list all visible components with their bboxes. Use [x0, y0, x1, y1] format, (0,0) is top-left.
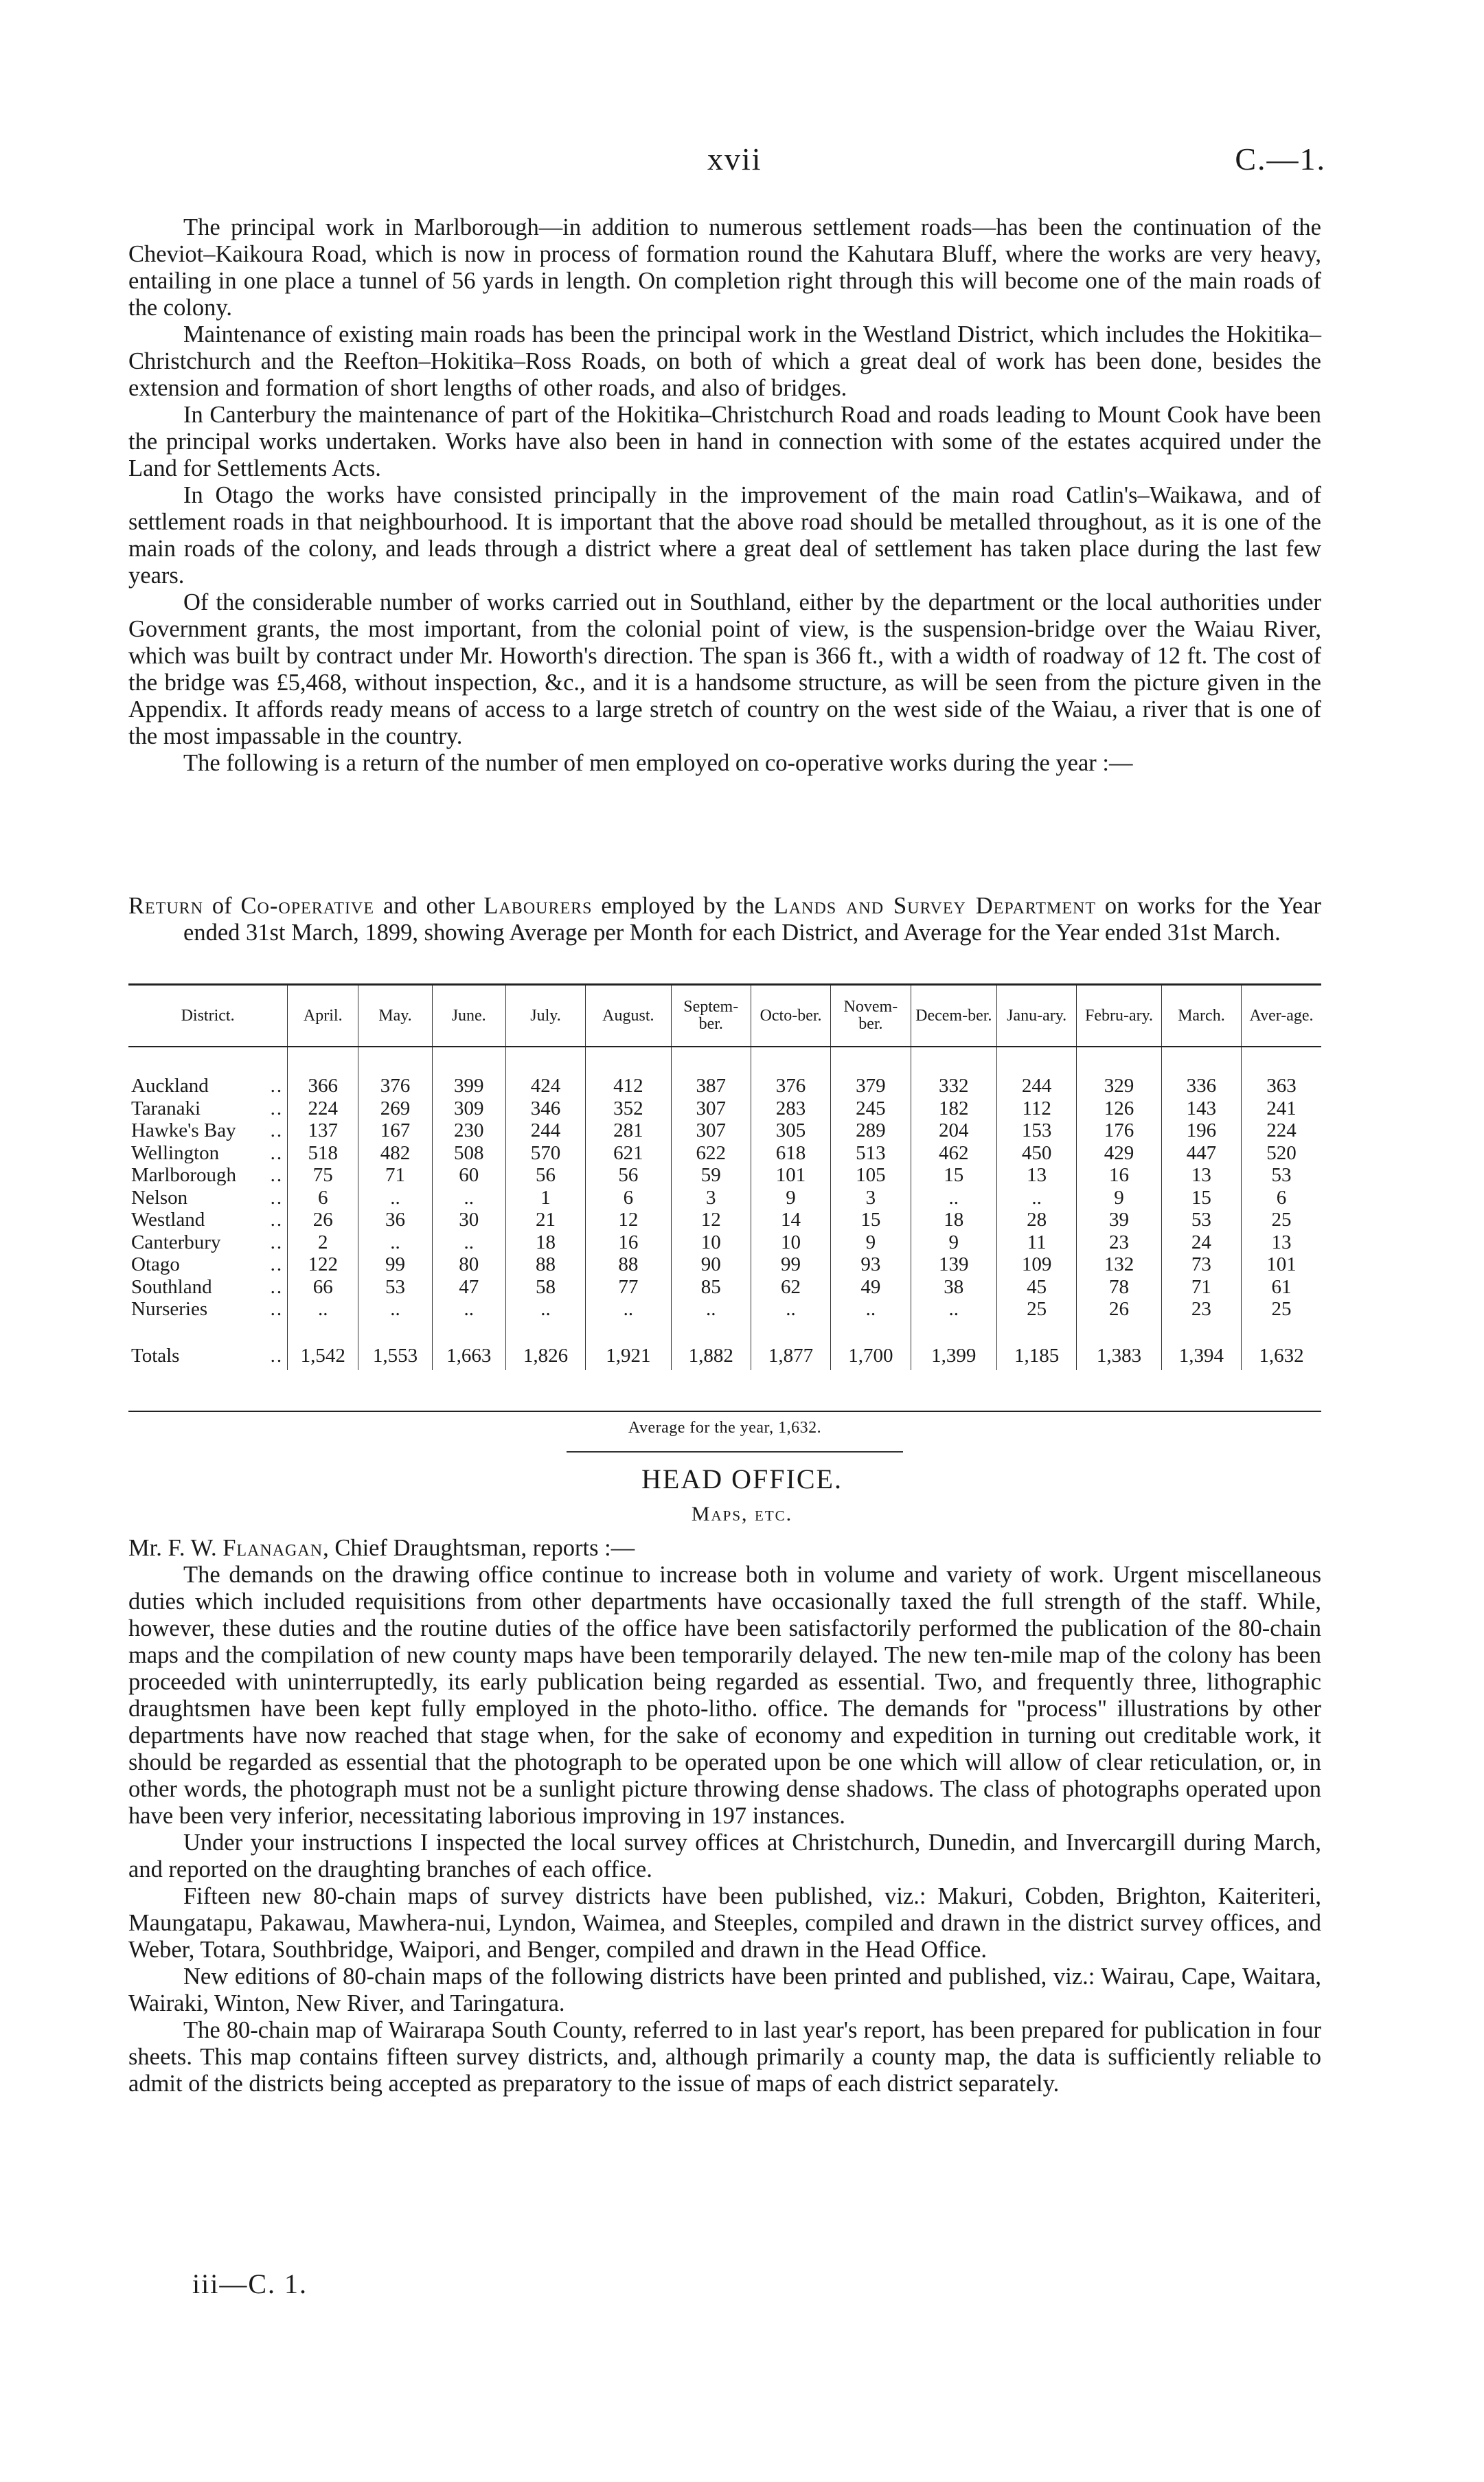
- value-cell: 618: [751, 1142, 830, 1165]
- value-cell: 176: [1077, 1119, 1161, 1142]
- table-header-row: [128, 986, 1321, 1047]
- value-cell: 447: [1161, 1142, 1241, 1165]
- value-cell: 305: [751, 1119, 830, 1142]
- leader-dots: ..: [270, 1075, 284, 1097]
- table-row: [128, 1253, 1321, 1276]
- district-name: Hawke's Bay: [131, 1119, 236, 1142]
- spacer-cell: [996, 1047, 1076, 1075]
- value-cell: 14: [751, 1209, 830, 1231]
- value-cell: 10: [751, 1231, 830, 1254]
- spacer-cell: [358, 1047, 432, 1075]
- totals-row: [128, 1341, 1321, 1370]
- value-cell: 122: [288, 1253, 358, 1276]
- gap-cell: [288, 1321, 358, 1341]
- spacer-cell: [671, 1047, 751, 1075]
- paragraph-otago: In Otago the works have consisted principally in the improvement of the main road Catlin's–Waikawa, and of settlement roads in that neighbourhood. It is important that the above road should be metalled throughout, as it is one of the main roads of the colony, and leads through a district where a great deal of settlement has taken place during the last few years.: [128, 482, 1321, 589]
- value-cell: 245: [831, 1097, 911, 1120]
- district-cell: [128, 1298, 288, 1321]
- paragraph-wairarapa: The 80-chain map of Wairarapa South County, referred to in last year's report, has been prepared for publication in four sheets. This map contains fifteen survey districts, and, although primarily a county map, the data is sufficiently reliable to admit of the districts being accepted as preparatory to the issue of maps of each district separately.: [128, 2017, 1321, 2097]
- value-cell: 71: [1161, 1276, 1241, 1299]
- spacer-cell: [1077, 1047, 1161, 1075]
- value-cell: 61: [1242, 1276, 1321, 1299]
- labourers-return-table: [128, 986, 1321, 1370]
- table-row: [128, 1209, 1321, 1231]
- gap-cell: [358, 1321, 432, 1341]
- value-cell: 269: [358, 1097, 432, 1120]
- value-cell: 78: [1077, 1276, 1161, 1299]
- page-header: [0, 141, 1484, 182]
- value-cell: 80: [432, 1253, 505, 1276]
- value-cell: ..: [358, 1298, 432, 1321]
- gap-cell: [128, 1321, 288, 1341]
- value-cell: 25: [1242, 1209, 1321, 1231]
- spacer-cell: [128, 1047, 288, 1075]
- value-cell: 13: [1242, 1231, 1321, 1254]
- value-cell: 45: [996, 1276, 1076, 1299]
- gap-cell: [911, 1321, 996, 1341]
- value-cell: 23: [1077, 1231, 1161, 1254]
- leader-dots: ..: [270, 1275, 284, 1298]
- value-cell: 132: [1077, 1253, 1161, 1276]
- paragraph-new-maps: Fifteen new 80-chain maps of survey districts have been published, viz.: Makuri, Cobden, Brighton, Kaiteriteri, Maungatapu, Pakawau, Mawhera-nui, Lyndon, Waimea, and Steeples, compiled and drawn in the district survey offices, and Weber, Totara, Southbridge, Waipori, and Benger, compiled and drawn in the Head Office.: [128, 1883, 1321, 1963]
- value-cell: 6: [1242, 1187, 1321, 1209]
- district-cell: [128, 1187, 288, 1209]
- value-cell: 12: [586, 1209, 671, 1231]
- leader-dots: ..: [270, 1164, 284, 1187]
- value-cell: ..: [911, 1187, 996, 1209]
- section-subtitle: Maps, etc.: [691, 1503, 793, 1525]
- value-cell: 309: [432, 1097, 505, 1120]
- district-name: Canterbury: [131, 1231, 221, 1253]
- spacer-cell: [1161, 1047, 1241, 1075]
- value-cell: 73: [1161, 1253, 1241, 1276]
- total-value-cell: 1,399: [911, 1341, 996, 1370]
- value-cell: 25: [996, 1298, 1076, 1321]
- intro-section: [128, 214, 1321, 777]
- total-value-cell: 1,185: [996, 1341, 1076, 1370]
- district-cell: [128, 1231, 288, 1254]
- table-row: [128, 1119, 1321, 1142]
- value-cell: 508: [432, 1142, 505, 1165]
- table-row: [128, 1164, 1321, 1187]
- district-name: Wellington: [131, 1141, 220, 1164]
- total-value-cell: 1,632: [1242, 1341, 1321, 1370]
- table-row: [128, 1097, 1321, 1120]
- value-cell: 230: [432, 1119, 505, 1142]
- gap-cell: [1242, 1321, 1321, 1341]
- value-cell: 66: [288, 1276, 358, 1299]
- gap-cell: [586, 1321, 671, 1341]
- section-title: HEAD OFFICE.: [641, 1464, 843, 1494]
- district-cell: [128, 1164, 288, 1187]
- district-name: Auckland: [131, 1075, 209, 1097]
- report-section: [128, 1535, 1321, 2097]
- value-cell: 23: [1161, 1298, 1241, 1321]
- col-header-district: District.: [128, 986, 288, 1047]
- total-value-cell: 1,542: [288, 1341, 358, 1370]
- value-cell: 139: [911, 1253, 996, 1276]
- col-header-september: Septem-ber.: [671, 986, 751, 1047]
- district-name: Nelson: [131, 1186, 188, 1209]
- total-value-cell: 1,882: [671, 1341, 751, 1370]
- value-cell: 49: [831, 1276, 911, 1299]
- value-cell: 13: [996, 1164, 1076, 1187]
- value-cell: 25: [1242, 1298, 1321, 1321]
- value-cell: 21: [505, 1209, 585, 1231]
- table-spacer-row: [128, 1047, 1321, 1075]
- col-header-may: May.: [358, 986, 432, 1047]
- value-cell: ..: [911, 1298, 996, 1321]
- value-cell: 2: [288, 1231, 358, 1254]
- value-cell: 332: [911, 1075, 996, 1097]
- footer-signature: iii—C. 1.: [192, 2268, 308, 2299]
- value-cell: 109: [996, 1253, 1076, 1276]
- value-cell: 9: [831, 1231, 911, 1254]
- total-value-cell: 1,553: [358, 1341, 432, 1370]
- value-cell: ..: [505, 1298, 585, 1321]
- paragraph-canterbury: In Canterbury the maintenance of part of the Hokitika–Christchurch Road and roads leading to Mount Cook have been the principal works undertaken. Works have also been in hand in connection with some of the estates acquired under the Land for Settlements Acts.: [128, 402, 1321, 481]
- value-cell: 376: [751, 1075, 830, 1097]
- value-cell: 399: [432, 1075, 505, 1097]
- value-cell: 71: [358, 1164, 432, 1187]
- table-row: [128, 1187, 1321, 1209]
- value-cell: 56: [505, 1164, 585, 1187]
- table-row: [128, 1075, 1321, 1097]
- value-cell: 153: [996, 1119, 1076, 1142]
- district-cell: [128, 1209, 288, 1231]
- value-cell: 101: [1242, 1253, 1321, 1276]
- district-cell: [128, 1276, 288, 1299]
- paragraph-drawing-office: The demands on the drawing office continue to increase both in volume and variety of work. Urgent miscellaneous duties which included requisitions from other departments have occasionally taxed the full strength of the staff. While, however, these duties and the routine duties of the office have been satisfactorily performed the publication of the 80-chain maps and the compilation of new county maps have been temporarily delayed. The new ten-mile map of the colony has been proceeded with uninterruptedly, its early publication being regarded as essential. Two, and frequently three, lithographic draughtsmen have been kept fully employed in the photo-litho. office. The demands for "process" illustrations by other departments have now reached that stage when, for the sake of economy and expedition in turning out creditable work, it should be regarded as essential that the photograph to be operated upon be one which will allow of clear reticulation, or, in other words, the photograph must not be a sunlight picture throwing dense shadows. The class of photographs operated upon have been very inferior, necessitating laborious improving in 197 instances.: [128, 1562, 1321, 1829]
- value-cell: 137: [288, 1119, 358, 1142]
- spacer-cell: [751, 1047, 830, 1075]
- value-cell: 18: [505, 1231, 585, 1254]
- gap-cell: [432, 1321, 505, 1341]
- value-cell: 3: [831, 1187, 911, 1209]
- value-cell: 10: [671, 1231, 751, 1254]
- value-cell: 16: [586, 1231, 671, 1254]
- value-cell: 182: [911, 1097, 996, 1120]
- col-header-july: July.: [505, 986, 585, 1047]
- district-cell: [128, 1075, 288, 1097]
- spacer-cell: [911, 1047, 996, 1075]
- gap-cell: [1077, 1321, 1161, 1341]
- value-cell: 387: [671, 1075, 751, 1097]
- spacer-cell: [831, 1047, 911, 1075]
- value-cell: 424: [505, 1075, 585, 1097]
- value-cell: 6: [586, 1187, 671, 1209]
- col-header-august: August.: [586, 986, 671, 1047]
- gap-cell: [751, 1321, 830, 1341]
- value-cell: 621: [586, 1142, 671, 1165]
- district-cell: [128, 1119, 288, 1142]
- value-cell: 77: [586, 1276, 671, 1299]
- value-cell: ..: [358, 1187, 432, 1209]
- value-cell: ..: [358, 1231, 432, 1254]
- value-cell: 9: [751, 1187, 830, 1209]
- value-cell: 99: [358, 1253, 432, 1276]
- value-cell: 513: [831, 1142, 911, 1165]
- col-header-february: Febru-ary.: [1077, 986, 1161, 1047]
- district-cell: [128, 1253, 288, 1276]
- totals-label: Totals: [131, 1344, 180, 1367]
- value-cell: 329: [1077, 1075, 1161, 1097]
- value-cell: ..: [288, 1298, 358, 1321]
- value-cell: 307: [671, 1119, 751, 1142]
- gap-cell: [505, 1321, 585, 1341]
- spacer-cell: [1242, 1047, 1321, 1075]
- value-cell: ..: [751, 1298, 830, 1321]
- value-cell: 241: [1242, 1097, 1321, 1120]
- total-value-cell: 1,921: [586, 1341, 671, 1370]
- value-cell: 59: [671, 1164, 751, 1187]
- value-cell: 60: [432, 1164, 505, 1187]
- table-row: [128, 1142, 1321, 1165]
- value-cell: ..: [432, 1231, 505, 1254]
- value-cell: 58: [505, 1276, 585, 1299]
- value-cell: 90: [671, 1253, 751, 1276]
- value-cell: 9: [911, 1231, 996, 1254]
- district-name: Nurseries: [131, 1298, 208, 1321]
- district-name: Westland: [131, 1209, 205, 1231]
- value-cell: 30: [432, 1209, 505, 1231]
- value-cell: 99: [751, 1253, 830, 1276]
- leader-dots: ..: [270, 1097, 284, 1119]
- col-header-january: Janu-ary.: [996, 986, 1076, 1047]
- value-cell: 36: [358, 1209, 432, 1231]
- value-cell: 520: [1242, 1142, 1321, 1165]
- value-cell: 462: [911, 1142, 996, 1165]
- value-cell: 482: [358, 1142, 432, 1165]
- value-cell: 88: [505, 1253, 585, 1276]
- value-cell: 15: [831, 1209, 911, 1231]
- value-cell: 143: [1161, 1097, 1241, 1120]
- value-cell: 62: [751, 1276, 830, 1299]
- value-cell: 126: [1077, 1097, 1161, 1120]
- value-cell: 352: [586, 1097, 671, 1120]
- value-cell: 75: [288, 1164, 358, 1187]
- value-cell: 105: [831, 1164, 911, 1187]
- value-cell: 85: [671, 1276, 751, 1299]
- value-cell: 26: [1077, 1298, 1161, 1321]
- table-caption: [128, 893, 1321, 946]
- gap-cell: [671, 1321, 751, 1341]
- leader-dots: ..: [270, 1253, 284, 1276]
- value-cell: 289: [831, 1119, 911, 1142]
- value-cell: 167: [358, 1119, 432, 1142]
- value-cell: 224: [288, 1097, 358, 1120]
- spacer-cell: [505, 1047, 585, 1075]
- total-value-cell: 1,826: [505, 1341, 585, 1370]
- value-cell: 93: [831, 1253, 911, 1276]
- district-name: Otago: [131, 1253, 180, 1276]
- gap-cell: [1161, 1321, 1241, 1341]
- value-cell: 13: [1161, 1164, 1241, 1187]
- value-cell: 307: [671, 1097, 751, 1120]
- leader-dots: ..: [270, 1141, 284, 1164]
- value-cell: 336: [1161, 1075, 1241, 1097]
- section-divider: [567, 1451, 903, 1453]
- leader-dots: ..: [270, 1344, 284, 1367]
- value-cell: ..: [996, 1187, 1076, 1209]
- district-cell: [128, 1142, 288, 1165]
- paragraph-return-intro: The following is a return of the number of men employed on co-operative works during the year :—: [183, 750, 1133, 776]
- leader-dots: ..: [270, 1119, 284, 1142]
- total-value-cell: 1,383: [1077, 1341, 1161, 1370]
- paragraph-new-editions: New editions of 80-chain maps of the following districts have been printed and published, viz.: Wairau, Cape, Waitara, Wairaki, Winton, New River, and Taringatura.: [128, 1963, 1321, 2016]
- value-cell: 88: [586, 1253, 671, 1276]
- table-row: [128, 1231, 1321, 1254]
- value-cell: 15: [1161, 1187, 1241, 1209]
- col-header-march: March.: [1161, 986, 1241, 1047]
- value-cell: 9: [1077, 1187, 1161, 1209]
- paragraph-westland: Maintenance of existing main roads has been the principal work in the Westland District, which includes the Hokitika–Christchurch and the Reefton–Hokitika–Ross Roads, on both of which a great deal of work has been done, besides the extension and formation of short lengths of other roads, and also of bridges.: [128, 321, 1321, 401]
- value-cell: 281: [586, 1119, 671, 1142]
- value-cell: 376: [358, 1075, 432, 1097]
- value-cell: ..: [831, 1298, 911, 1321]
- gap-cell: [996, 1321, 1076, 1341]
- value-cell: 38: [911, 1276, 996, 1299]
- page-number: xvii: [707, 141, 762, 177]
- value-cell: 244: [505, 1119, 585, 1142]
- value-cell: 24: [1161, 1231, 1241, 1254]
- leader-dots: ..: [270, 1209, 284, 1231]
- value-cell: 412: [586, 1075, 671, 1097]
- value-cell: 3: [671, 1187, 751, 1209]
- table-caption-text: Return of Co-operative and other Labourers employed by the Lands and Survey Department on works for the Year ended 31st March, 1899, showing Average per Month for each District, and Average for the Year ended 31st March.: [128, 893, 1321, 946]
- value-cell: 196: [1161, 1119, 1241, 1142]
- value-cell: 53: [1242, 1164, 1321, 1187]
- value-cell: 346: [505, 1097, 585, 1120]
- value-cell: 26: [288, 1209, 358, 1231]
- value-cell: 518: [288, 1142, 358, 1165]
- value-cell: ..: [432, 1187, 505, 1209]
- spacer-cell: [586, 1047, 671, 1075]
- table-body: [128, 1047, 1321, 1370]
- district-name: Taranaki: [131, 1097, 201, 1119]
- document-reference: C.—1.: [1235, 141, 1326, 177]
- value-cell: 244: [996, 1075, 1076, 1097]
- leader-dots: ..: [270, 1298, 284, 1321]
- district-cell: [128, 1097, 288, 1120]
- value-cell: 47: [432, 1276, 505, 1299]
- table-row: [128, 1276, 1321, 1299]
- value-cell: 366: [288, 1075, 358, 1097]
- total-value-cell: 1,700: [831, 1341, 911, 1370]
- value-cell: 429: [1077, 1142, 1161, 1165]
- value-cell: 53: [358, 1276, 432, 1299]
- col-header-december: Decem-ber.: [911, 986, 996, 1047]
- report-intro: Mr. F. W. Flanagan, Chief Draughtsman, reports :—: [128, 1535, 635, 1561]
- leader-dots: ..: [270, 1231, 284, 1253]
- col-header-april: April.: [288, 986, 358, 1047]
- value-cell: ..: [671, 1298, 751, 1321]
- table-row: [128, 1298, 1321, 1321]
- value-cell: 18: [911, 1209, 996, 1231]
- value-cell: 570: [505, 1142, 585, 1165]
- paragraph-inspection: Under your instructions I inspected the local survey offices at Christchurch, Dunedin, and Invercargill during March, and reported on the draughting branches of each office.: [128, 1830, 1321, 1882]
- gap-cell: [831, 1321, 911, 1341]
- value-cell: 224: [1242, 1119, 1321, 1142]
- table-bottom-rule: [128, 1411, 1321, 1412]
- total-value-cell: 1,394: [1161, 1341, 1241, 1370]
- value-cell: ..: [586, 1298, 671, 1321]
- value-cell: 101: [751, 1164, 830, 1187]
- average-note: Average for the year, 1,632.: [628, 1419, 822, 1437]
- value-cell: 11: [996, 1231, 1076, 1254]
- value-cell: 12: [671, 1209, 751, 1231]
- value-cell: 622: [671, 1142, 751, 1165]
- value-cell: 450: [996, 1142, 1076, 1165]
- leader-dots: ..: [270, 1186, 284, 1209]
- value-cell: 204: [911, 1119, 996, 1142]
- total-value-cell: 1,663: [432, 1341, 505, 1370]
- district-name: Southland: [131, 1275, 212, 1298]
- col-header-june: June.: [432, 986, 505, 1047]
- spacer-cell: [288, 1047, 358, 1075]
- district-name: Marlborough: [131, 1164, 237, 1187]
- value-cell: 15: [911, 1164, 996, 1187]
- paragraph-marlborough: The principal work in Marlborough—in addition to numerous settlement roads—has been the continuation of the Cheviot–Kaikoura Road, which is now in process of formation round the Kahutara Bluff, where the works are very heavy, entailing in one place a tunnel of 56 yards in length. On completion right through this will become one of the main roads of the colony.: [128, 214, 1321, 321]
- value-cell: 39: [1077, 1209, 1161, 1231]
- paragraph-southland: Of the considerable number of works carried out in Southland, either by the department or the local authorities under Government grants, the most important, from the colonial point of view, is the suspension-bridge over the Waiau River, which was built by contract under Mr. Howorth's direction. The span is 366 ft., with a width of roadway of 12 ft. The cost of the bridge was £5,468, without inspection, &c., and it is a handsome structure, as will be seen from the picture given in the Appendix. It affords ready means of access to a large stretch of country on the west side of the Waiau, a river that is one of the most impassable in the country.: [128, 589, 1321, 749]
- value-cell: 56: [586, 1164, 671, 1187]
- totals-label-cell: [128, 1341, 288, 1370]
- col-header-average: Aver-age.: [1242, 986, 1321, 1047]
- value-cell: 112: [996, 1097, 1076, 1120]
- total-value-cell: 1,877: [751, 1341, 830, 1370]
- col-header-october: Octo-ber.: [751, 986, 830, 1047]
- value-cell: 16: [1077, 1164, 1161, 1187]
- spacer-cell: [432, 1047, 505, 1075]
- value-cell: 283: [751, 1097, 830, 1120]
- value-cell: 28: [996, 1209, 1076, 1231]
- value-cell: 53: [1161, 1209, 1241, 1231]
- value-cell: 379: [831, 1075, 911, 1097]
- value-cell: 363: [1242, 1075, 1321, 1097]
- value-cell: 6: [288, 1187, 358, 1209]
- value-cell: ..: [432, 1298, 505, 1321]
- col-header-november: Novem-ber.: [831, 986, 911, 1047]
- value-cell: 1: [505, 1187, 585, 1209]
- table-gap-row: [128, 1321, 1321, 1341]
